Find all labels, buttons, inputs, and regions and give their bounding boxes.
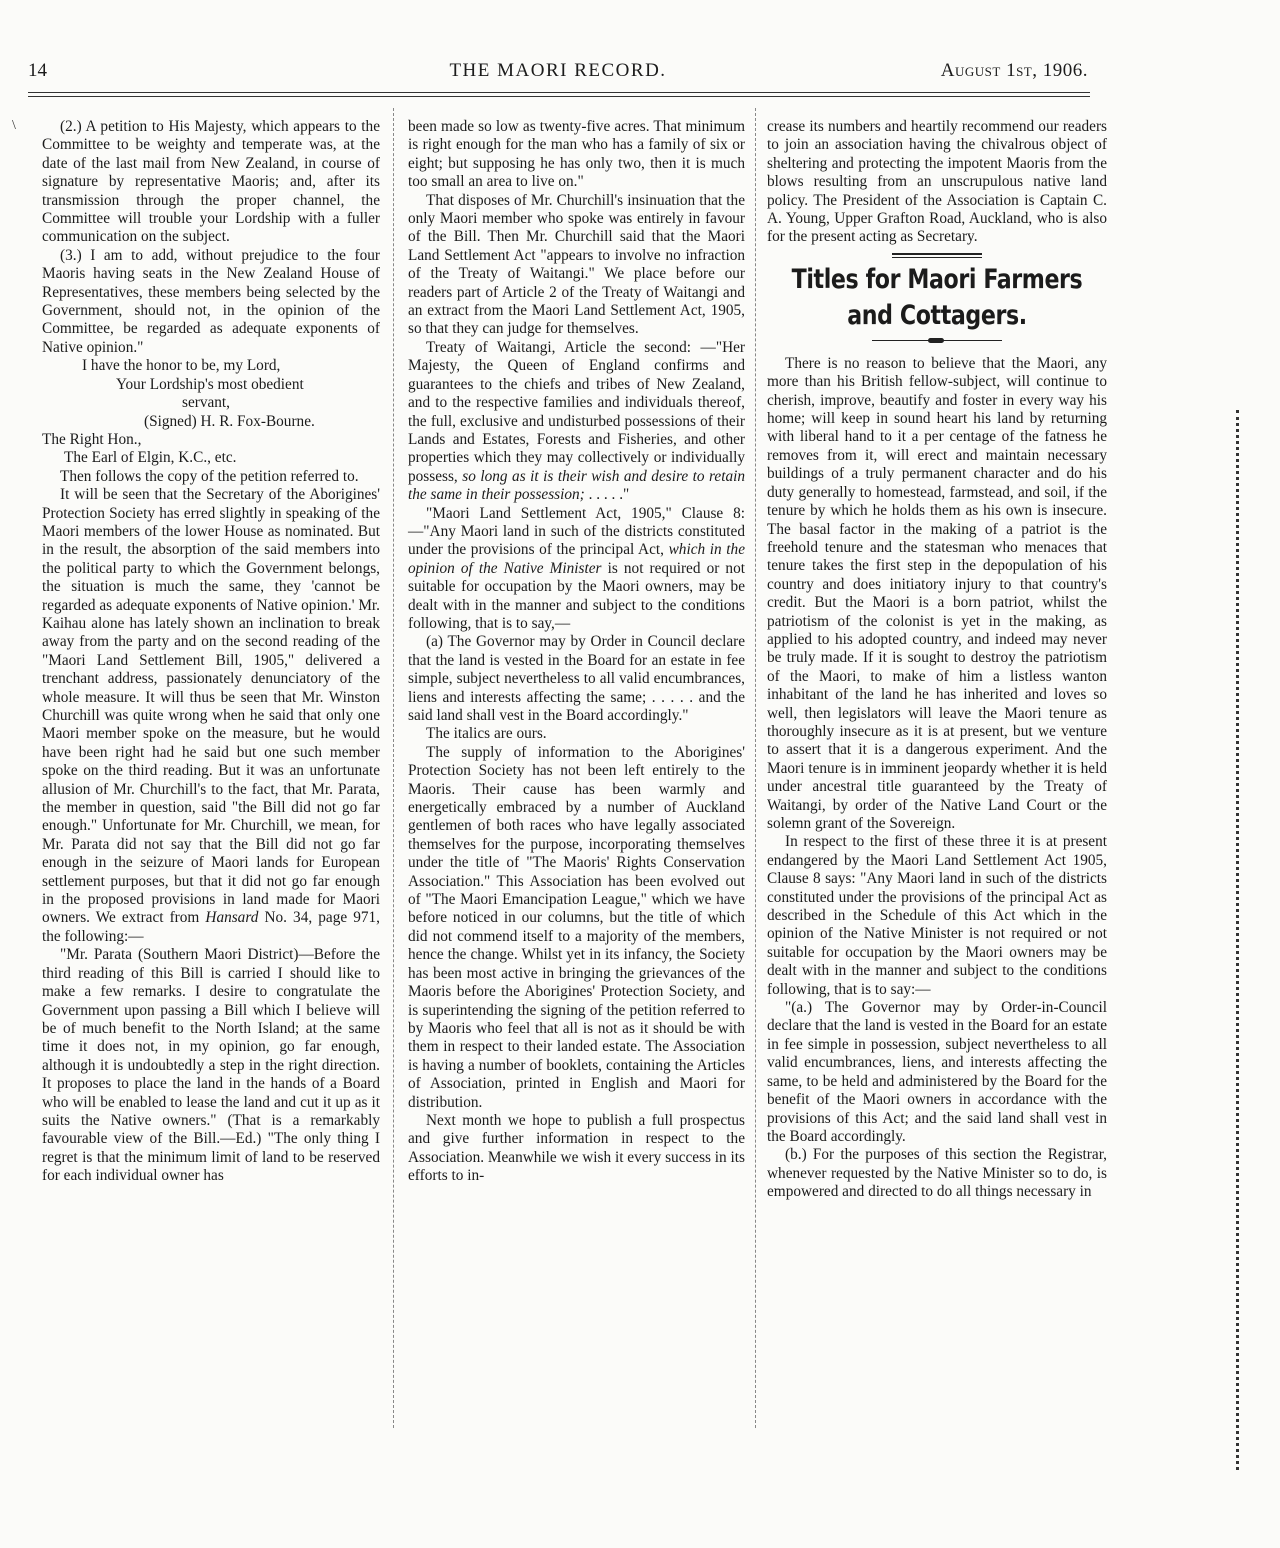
margin-mark: \	[12, 118, 16, 133]
paragraph: (b.) For the purposes of this section the Registrar, whenever requested by the Native Minister so to do, is empowered and directed to do all things necessary in	[767, 1146, 1107, 1201]
paragraph: (3.) I am to add, without prejudice to the four Maoris having seats in the New Zealand House of Representatives, these members being selected by the Government, should not, in the opinion of the Committee, be regarded as adequate exponents of Native opinion."	[42, 246, 380, 356]
column-2	[408, 118, 745, 1186]
italic-text: which in the opinion of the Native Minister	[408, 541, 745, 577]
signature-line: servant,	[182, 394, 230, 412]
paragraph: That disposes of Mr. Churchill's insinuation that the only Maori member who spoke was entirely in favour of the Bill. Then Mr. Churchill said that the Maori Land Settlement Act "appears to involve no infraction of the Treaty of Waitangi." We place before our readers part of Article 2 of the Treaty of Waitangi and an extract from the Maori Land Settlement Act, 1905, so that they can judge for themselves.	[408, 191, 745, 338]
paragraph: (2.) A petition to His Majesty, which appears to the Committee to be weighty and temperate was, at the date of the last mail from New Zealand, in course of signature by representative Maoris; and, after its transmission through the proper channel, the Committee will trouble your Lordship with a fuller communication on the subject.	[42, 118, 380, 246]
paragraph: "Maori Land Settlement Act, 1905," Clause 8:—"Any Maori land in such of the districts constituted under the provisions of the principal Act, which in the opinion of the Native Minister is not required or not suitable for occupation by the Maori owners, may be dealt with in the manner and subject to the conditions following, that is to say,—	[408, 504, 745, 632]
paragraph: "(a.) The Governor may by Order-in-Council declare that the land is vested in the Board for an estate in fee simple in possession, subject nevertheless to all valid encumbrances, liens, and interests affecting the same, to be held and administered by the Board for the benefit of the Maori owners in accordance with the provisions of this Act; and the said land shall vest in the Board accordingly.	[767, 999, 1107, 1145]
title-ornament	[872, 340, 1002, 341]
page-header	[28, 60, 1088, 88]
paragraph: crease its numbers and heartily recommend our readers to join an association having the chivalrous object of sheltering and protecting the impotent Maoris from the blows resulting from an unscrupulous native land policy. The President of the Association is Captain C. A. Young, Upper Grafton Road, Auckland, who is also for the present acting as Secretary.	[767, 118, 1107, 246]
column-1	[42, 118, 380, 1186]
signature-line: I have the honor to be, my Lord,	[82, 357, 281, 375]
title-rule	[892, 253, 982, 258]
paragraph: Treaty of Waitangi, Article the second: —"Her Majesty, the Queen of England confirms and guarantees to the chiefs and tribes of New Zealand, and to the respective families and individuals thereof, the full, exclusive and undisturbed possessions of their Lands and Estates, Forests and Fisheries, and other properties which they may collectively or individually possess, so long as it is their wish and desire to retain the same in their possession; . . . . ."	[408, 338, 746, 504]
page-number: 14	[28, 60, 47, 81]
paragraph: The italics are ours.	[426, 725, 547, 743]
header-rule-top	[28, 92, 1090, 93]
signature-line: Your Lordship's most obedient	[116, 375, 304, 393]
paragraph: It will be seen that the Secretary of the Aborigines' Protection Society has erred slightly in speaking of the Maori members of the lower House as nominated. But in the result, the absorption of the said members into the political party to which the Government belongs, the situation is much the same, they 'cannot be regarded as adequate exponents of Native opinion.' Mr. Kaihau alone has lately shown an inclination to break away from the party and on the second reading of the "Maori Land Settlement Bill, 1905," delivered a trenchant address, passionately denunciatory of the whole measure. It will thus be seen that Mr. Winston Churchill was quite wrong when he said that only one Maori member spoke on the measure, but he would have been right had he said but one such member spoke on the third reading. But it was an unfortunate allusion of Mr. Churchill's to the fact, that Mr. Parata, the member in question, said "the Bill did not go far enough." Unfortunate for Mr. Churchill, we mean, for Mr. Parata did not say that the Bill did not go far enough in the seizure of Maori lands for European settlement purposes, but that it did not go far enough in the proposed provisions in land made for Maori owners. We extract from Hansard No. 34, page 971, the following:—	[42, 486, 380, 945]
publication-title: THE MAORI RECORD.	[449, 60, 667, 81]
italic-text: so long as it is their wish and desire to retain the same in their possession;	[408, 467, 746, 504]
paragraph: Then follows the copy of the petition referred to.	[60, 467, 359, 485]
address-line: The Earl of Elgin, K.C., etc.	[64, 449, 237, 467]
signature-name: (Signed) H. R. Fox-Bourne.	[144, 412, 315, 430]
address-line: The Right Hon.,	[42, 430, 142, 448]
column-divider-2	[755, 108, 756, 1428]
paragraph: The supply of information to the Aborigines' Protection Society has not been left entirely to the Maoris. Their cause has been warmly and energetically embraced by a number of Auckland gentlemen of both races who have legally associated themselves for the purpose, incorporating themselves under the title of "The Maoris' Rights Conservation Association." This Association has been evolved out of "The Maori Emancipation League," which we have before noticed in our columns, but the title of which did not commend itself to a majority of the members, hence the change. Whilst yet in its infancy, the Society has been most active in bringing the grievances of the Maoris before the Aborigines' Protection Society, and is superintending the signing of the petition referred to by Maoris who feel that all is not as it should be with them in respect to their landed estate. The Association is having a number of booklets, containing the Articles of Association, printed in English and Maori for distribution.	[408, 743, 745, 1111]
scan-edge-mark	[1236, 410, 1245, 1470]
paragraph: Next month we hope to publish a full prospectus and give further information in respect to the Association. Meanwhile we wish it every success in its efforts to in-	[408, 1111, 745, 1185]
paragraph: (a) The Governor may by Order in Council declare that the land is vested in the Board for an estate in fee simple, subject nevertheless to all valid encumbrances, liens and interests affecting the same; . . . . . and the said land shall vest in the Board accordingly."	[408, 633, 745, 724]
column-divider-1	[393, 108, 394, 1428]
header-rule-bottom	[28, 96, 1090, 97]
paragraph: been made so low as twenty-five acres. That minimum is right enough for the man who has a family of six or eight; but supposing he has only two, then it is much too small an area to live on."	[408, 118, 745, 191]
paragraph: "Mr. Parata (Southern Maori District)—Before the third reading of this Bill is carried I should like to make a few remarks. I desire to congratulate the Government upon passing a Bill which I believe will be of much benefit to the North Island; at the same time it does not, in my opinion, go far enough, although it is undoubtedly a step in the right direction. It proposes to place the land in the hands of a Board who will be enabled to lease the land and cut it up as it suits the Native owners." (That is a remarkably favourable view of the Bill.—Ed.) "The only thing I regret is that the minimum limit of land to be reserved for each individual owner has	[42, 946, 380, 1185]
italic-text: Hansard	[205, 909, 259, 927]
article-title: Titles for Maori Farmers and Cottagers.	[791, 263, 1083, 331]
issue-date: August 1st, 1906.	[940, 60, 1088, 81]
column-3	[767, 118, 1107, 1202]
paragraph: In respect to the first of these three it is at present endangered by the Maori Land Settlement Act 1905, Clause 8 says: "Any Maori land in such of the districts constituted under the provisions of the principal Act as described in the Schedule of this Act which in the opinion of the Native Minister is not required or not suitable for occupation by the Maori owners may be dealt with in the manner and subject to the conditions following, that is to say:—	[767, 833, 1107, 998]
paragraph: There is no reason to believe that the Maori, any more than his British fellow-subject, will continue to cherish, improve, beautify and foster in every way his home; will keep in sound heart his land by returning with liberal hand to it a per centage of the fatness he removes from it, will erect and maintain necessary buildings of a truly permanent character and do his duty generally to homestead, farmstead, and soil, if the tenure by which he holds them as his own is insecure. The basal factor in the making of a patriot is the freehold tenure and the statesman who menaces that tenure takes the first step in the depopulation of his country and does initiatory injury to that country's credit. But the Maori is a born patriot, whilst the patriotism of the colonist is yet in the making, as applied to his adopted country, and indeed may never be truly made. If it is sought to destroy the patriotism of the Maori, to make of him a listless wanton inhabitant of the land he has inherited and loves so well, then legislators will leave the Maori tenure as thoroughly insecure as it is at present, but we venture to assert that it is a dangerous experiment. And the Maori tenure is in imminent jeopardy whether it is held under ancestral title guaranteed by the Treaty of Waitangi, by order of the Native Land Court or the solemn grant of the Sovereign.	[767, 354, 1107, 832]
